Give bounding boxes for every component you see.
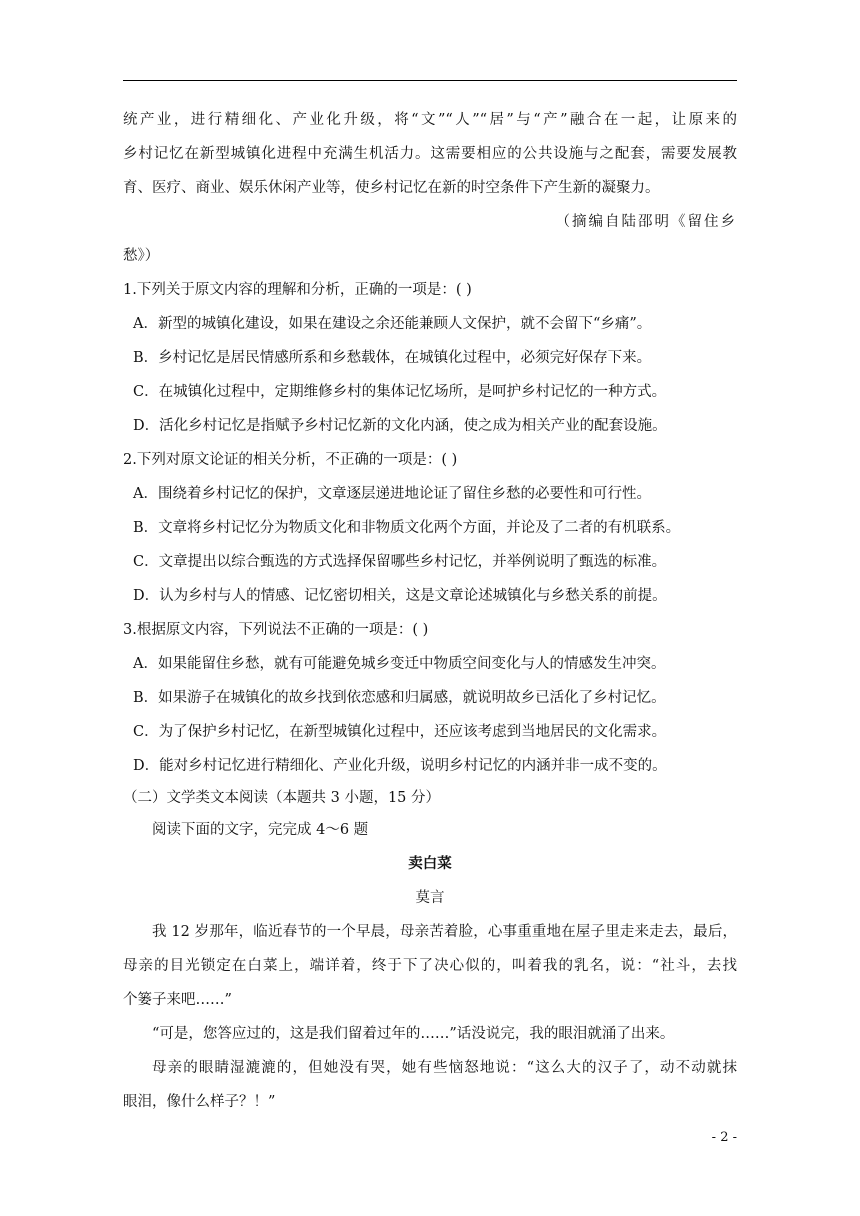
answer-option[interactable]: B．乡村记忆是居民情感所系和乡愁载体，在城镇化过程中，必须完好保存下来。	[133, 350, 652, 366]
answer-option[interactable]: C．在城镇化过程中，定期维修乡村的集体记忆场所，是呵护乡村记忆的一种方式。	[133, 384, 667, 400]
answer-option[interactable]: B．文章将乡村记忆分为物质文化和非物质文化两个方面，并论及了二者的有机联系。	[133, 520, 681, 536]
answer-option[interactable]: C．文章提出以综合甄选的方式选择保留哪些乡村记忆，并举例说明了甄选的标准。	[133, 554, 667, 570]
section-instruction: 阅读下面的文字，完完成 4～6 题	[152, 822, 369, 838]
question-stem: 2.下列对原文论证的相关分析，不正确的一项是：( )	[123, 452, 458, 468]
question-stem: 3.根据原文内容，下列说法不正确的一项是：( )	[123, 622, 429, 638]
passage-line: 乡村记忆在新型城镇化进程中充满生机活力。这需要相应的公共设施与之配套，需要发展教	[123, 146, 737, 162]
story-line: 母亲的目光锁定在白菜上，端详着，终于下了决心似的，叫着我的乳名，说：“社斗，去找	[123, 958, 737, 974]
source-note: 愁》）	[123, 248, 160, 264]
header-rule	[123, 80, 737, 81]
answer-option[interactable]: A．新型的城镇化建设，如果在建设之余还能兼顾人文保护，就不会留下“乡痛”。	[133, 316, 652, 332]
answer-option[interactable]: D．能对乡村记忆进行精细化、产业化升级，说明乡村记忆的内涵并非一成不变的。	[133, 758, 667, 774]
story-line: 母亲的眼睛湿漉漉的，但她没有哭，她有些恼怒地说：“这么大的汉子了，动不动就抹	[152, 1060, 737, 1076]
answer-option[interactable]: A．围绕着乡村记忆的保护，文章逐层递进地论证了留住乡愁的必要性和可行性。	[133, 486, 651, 502]
page-number: - 2 -	[711, 1130, 737, 1145]
answer-option[interactable]: D．认为乡村与人的情感、记忆密切相关，这是文章论述城镇化与乡愁关系的前提。	[133, 588, 667, 604]
answer-option[interactable]: B．如果游子在城镇化的故乡找到依恋感和归属感，就说明故乡已活化了乡村记忆。	[133, 690, 666, 706]
story-line: 个篓子来吧……”	[123, 992, 232, 1008]
story-line: 我 12 岁那年，临近春节的一个早晨，母亲苦着脸，心事重重地在屋子里走来走去，最后，	[152, 924, 737, 940]
story-line: 眼泪，像什么样子？！”	[123, 1094, 276, 1110]
answer-option[interactable]: D．活化乡村记忆是指赋予乡村记忆新的文化内涵，使之成为相关产业的配套设施。	[133, 418, 667, 434]
story-author: 莫言	[415, 890, 445, 906]
passage-line: 统产业，进行精细化、产业化升级，将“文”“人”“居”与“产”融合在一起，让原来的	[123, 112, 737, 128]
answer-option[interactable]: A．如果能留住乡愁，就有可能避免城乡变迁中物质空间变化与人的情感发生冲突。	[133, 656, 666, 672]
story-title: 卖白菜	[408, 855, 452, 872]
story-line: “可是，您答应过的，这是我们留着过年的……”话没说完，我的眼泪就涌了出来。	[152, 1026, 675, 1042]
section-heading: （二）文学类文本阅读（本题共 3 小题，15 分）	[123, 790, 441, 806]
source-note: （摘编自陆邵明《留住乡	[555, 214, 737, 230]
passage-line: 育、医疗、商业、娱乐休闲产业等，使乡村记忆在新的时空条件下产生新的凝聚力。	[123, 180, 660, 196]
question-stem: 1.下列关于原文内容的理解和分析，正确的一项是：( )	[123, 282, 472, 298]
answer-option[interactable]: C．为了保护乡村记忆，在新型城镇化过程中，还应该考虑到当地居民的文化需求。	[133, 724, 667, 740]
